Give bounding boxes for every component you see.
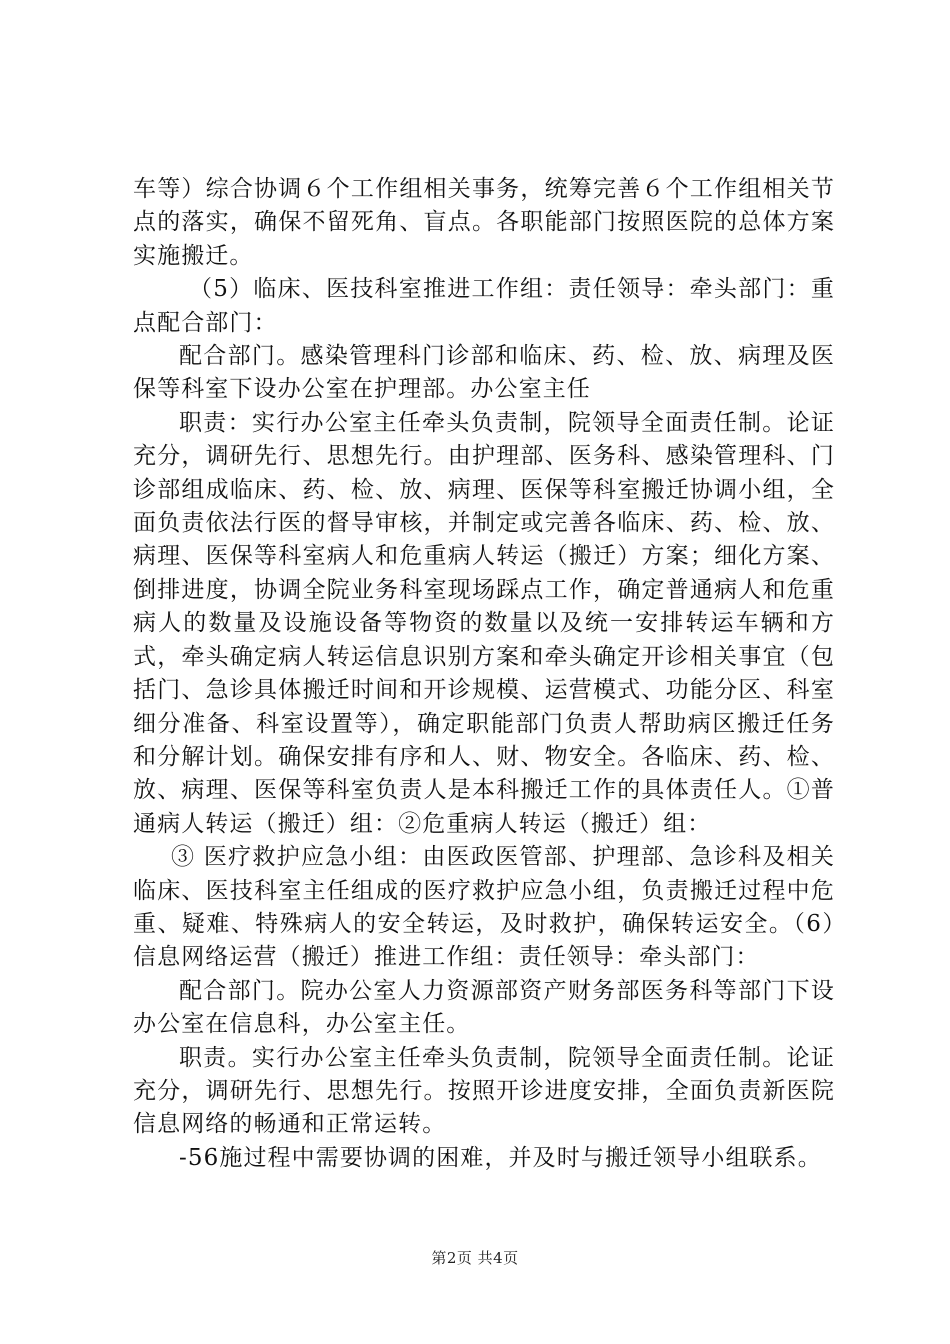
paragraph-4: 职责：实行办公室主任牵头负责制，院领导全面责任制。论证充分，调研先行、思想先行。由护理部、医务科、感染管理科、门诊部组成临床、药、检、放、病理、医保等科室搬迁协调小组，全面负责依法行医的督导审核，并制定或完善各临床、药、检、放、病理、医保等科室病人和危重病人转运（搬迁）方案；细化方案、倒排进度，协调全院业务科室现场踩点工作，确定普通病人和危重病人的数量及设施设备等物资的数量以及统一安排转运车辆和方式，牵头确定病人转运信息识别方案和牵头确定开诊相关事宜（包括门、急诊具体搬迁时间和开诊规模、运营模式、功能分区、科室细分准备、科室设置等），确定职能部门负责人帮助病区搬迁任务和分解计划。确保安排有序和人、财、物安全。各临床、药、检、放、病理、医保等科室负责人是本科搬迁工作的具体责任人。①普通病人转运（搬迁）组：②危重病人转运（搬迁）组： [133,409,835,837]
paragraph-3: 配合部门。感染管理科门诊部和临床、药、检、放、病理及医保等科室下设办公室在护理部。办公室主任 [133,343,835,403]
paragraph-6: 配合部门。院办公室人力资源部资产财务部医务科等部门下设办公室在信息科，办公室主任。 [133,977,835,1038]
paragraph-8: -56施过程中需要协调的困难，并及时与搬迁领导小组联系。 [179,1144,822,1171]
page-footer [0,1247,950,1268]
document-body [133,173,835,1175]
paragraph-7: 职责。实行办公室主任牵头负责制，院领导全面责任制。论证充分，调研先行、思想先行。按照开诊进度安排，全面负责新医院信息网络的畅通和正常运转。 [133,1044,835,1138]
page-number-label: 第2页 共4页 [431,1249,519,1267]
paragraph-2: （5）临床、医技科室推进工作组：责任领导：牵头部门：重点配合部门： [133,276,835,336]
paragraph-1: 车等）综合协调６个工作组相关事务，统筹完善６个工作组相关节点的落实，确保不留死角、盲点。各职能部门按照医院的总体方案实施搬迁。 [133,176,835,269]
paragraph-5: ③ 医疗救护应急小组：由医政医管部、护理部、急诊科及相关临床、医技科室主任组成的医疗救护应急小组，负责搬迁过程中危重、疑难、特殊病人的安全转运，及时救护，确保转运安全。（6）信息网络运营（搬迁）推进工作组：责任领导：牵头部门： [133,844,835,971]
